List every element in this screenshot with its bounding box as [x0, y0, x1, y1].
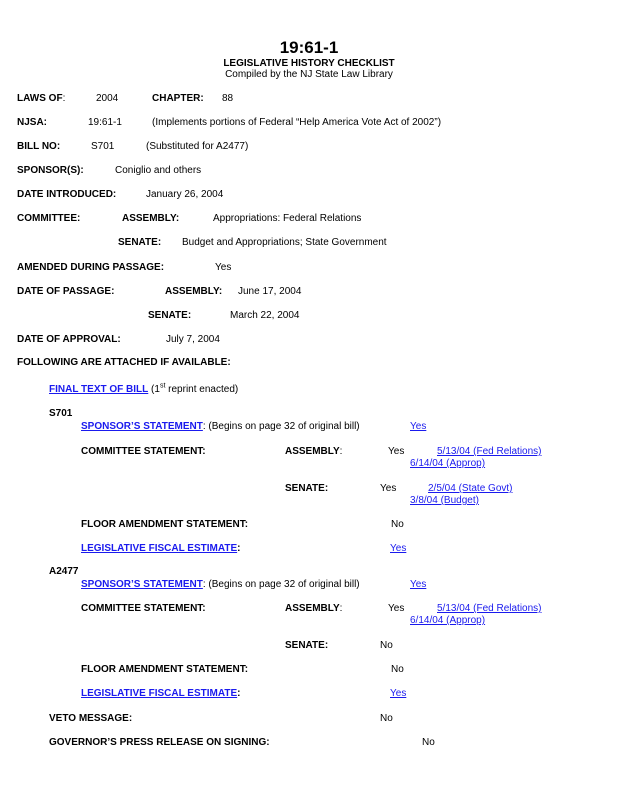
a2477-sponsor-statement-link[interactable]: SPONSOR’S STATEMENT [81, 579, 203, 590]
final-text-note-post: reprint enacted) [165, 384, 239, 395]
s701-assembly-link-fed-relations[interactable]: 5/13/04 (Fed Relations) [437, 446, 542, 457]
laws-of-colon: : [62, 93, 66, 104]
s701-bill-label: S701 [49, 408, 73, 419]
final-text-row [49, 384, 238, 396]
passage-senate-value: March 22, 2004 [230, 310, 300, 321]
s701-senate-link-state-govt[interactable]: 2/5/04 (State Govt) [428, 483, 513, 494]
press-release-value: No [422, 737, 435, 748]
s701-sponsor-row [81, 421, 360, 433]
a2477-bill-label: A2477 [49, 566, 79, 577]
page-title: 19:61-1 [279, 38, 339, 57]
date-introduced-value: January 26, 2004 [146, 189, 224, 200]
amended-label: AMENDED DURING PASSAGE: [17, 262, 165, 273]
final-text-link[interactable]: FINAL TEXT OF BILL [49, 384, 149, 395]
s701-fiscal-row [81, 543, 240, 555]
chapter-value: 88 [222, 93, 234, 104]
s701-assembly-link-approp[interactable]: 6/14/04 (Approp) [410, 458, 486, 469]
laws-of-label: LAWS OF [17, 93, 63, 104]
bill-no-label: BILL NO: [17, 141, 61, 152]
s701-assembly-value: Yes [388, 446, 405, 457]
a2477-assembly-label: ASSEMBLY [285, 603, 340, 614]
date-introduced-label: DATE INTRODUCED: [17, 189, 117, 200]
passage-assembly-value: June 17, 2004 [238, 286, 302, 297]
a2477-fiscal-estimate-link[interactable]: LEGISLATIVE FISCAL ESTIMATE [81, 688, 238, 699]
attached-heading: FOLLOWING ARE ATTACHED IF AVAILABLE: [17, 357, 231, 368]
s701-floor-value: No [391, 519, 404, 530]
a2477-sponsor-note: : (Begins on page 32 of original bill) [202, 579, 360, 590]
final-text-note-pre: (1 [148, 384, 160, 395]
s701-fiscal-yes-link[interactable]: Yes [390, 543, 407, 554]
s701-committee-label: COMMITTEE STATEMENT: [81, 446, 206, 457]
s701-floor-label: FLOOR AMENDMENT STATEMENT: [81, 519, 249, 530]
bill-no-note: (Substituted for A2477) [146, 141, 249, 152]
njsa-value: 19:61-1 [88, 117, 122, 128]
a2477-floor-value: No [391, 664, 404, 675]
laws-of-field [17, 93, 65, 105]
a2477-floor-label: FLOOR AMENDMENT STATEMENT: [81, 664, 249, 675]
a2477-fiscal-colon: : [237, 688, 241, 699]
a2477-assembly-link-approp[interactable]: 6/14/04 (Approp) [410, 615, 486, 626]
njsa-label: NJSA: [17, 117, 48, 128]
passage-assembly-label: ASSEMBLY: [165, 286, 223, 297]
s701-assembly-field [285, 446, 342, 458]
passage-senate-label: SENATE: [148, 310, 192, 321]
committee-assembly-label: ASSEMBLY: [122, 213, 180, 224]
s701-fiscal-colon: : [237, 543, 241, 554]
chapter-label: CHAPTER: [152, 93, 204, 104]
veto-value: No [380, 713, 393, 724]
sponsors-label: SPONSOR(S): [17, 165, 84, 176]
compiled-by: Compiled by the NJ State Law Library [225, 69, 393, 80]
s701-senate-link-budget[interactable]: 3/8/04 (Budget) [410, 495, 479, 506]
bill-no-value: S701 [91, 141, 115, 152]
a2477-senate-label: SENATE: [285, 640, 329, 651]
a2477-sponsor-row [81, 579, 360, 591]
committee-label: COMMITTEE: [17, 213, 81, 224]
s701-fiscal-estimate-link[interactable]: LEGISLATIVE FISCAL ESTIMATE [81, 543, 238, 554]
document-subtitle: LEGISLATIVE HISTORY CHECKLIST [223, 58, 395, 69]
s701-senate-value: Yes [380, 483, 397, 494]
a2477-assembly-value: Yes [388, 603, 405, 614]
a2477-assembly-link-fed-relations[interactable]: 5/13/04 (Fed Relations) [437, 603, 542, 614]
s701-sponsor-note: : (Begins on page 32 of original bill) [202, 421, 360, 432]
a2477-committee-label: COMMITTEE STATEMENT: [81, 603, 206, 614]
laws-of-value: 2004 [96, 93, 119, 104]
amended-value: Yes [215, 262, 232, 273]
a2477-sponsor-yes-link[interactable]: Yes [410, 579, 427, 590]
s701-assembly-colon: : [339, 446, 343, 457]
s701-sponsor-yes-link[interactable]: Yes [410, 421, 427, 432]
a2477-fiscal-yes-link[interactable]: Yes [390, 688, 407, 699]
date-of-approval-value: July 7, 2004 [166, 334, 220, 345]
njsa-note: (Implements portions of Federal “Help America Vote Act of 2002”) [152, 117, 442, 128]
date-of-approval-label: DATE OF APPROVAL: [17, 334, 121, 345]
s701-senate-label: SENATE: [285, 483, 329, 494]
date-of-passage-label: DATE OF PASSAGE: [17, 286, 115, 297]
s701-assembly-label: ASSEMBLY [285, 446, 340, 457]
a2477-assembly-colon: : [339, 603, 343, 614]
committee-assembly-value: Appropriations: Federal Relations [213, 213, 362, 224]
s701-sponsor-statement-link[interactable]: SPONSOR’S STATEMENT [81, 421, 203, 432]
committee-senate-value: Budget and Appropriations; State Government [182, 237, 387, 248]
a2477-assembly-field [285, 603, 342, 615]
final-text-note-sup: st [159, 382, 166, 390]
a2477-senate-value: No [380, 640, 393, 651]
a2477-fiscal-row [81, 688, 240, 700]
press-release-label: GOVERNOR’S PRESS RELEASE ON SIGNING: [49, 737, 270, 748]
sponsors-value: Coniglio and others [115, 165, 202, 176]
committee-senate-label: SENATE: [118, 237, 162, 248]
veto-label: VETO MESSAGE: [49, 713, 133, 724]
